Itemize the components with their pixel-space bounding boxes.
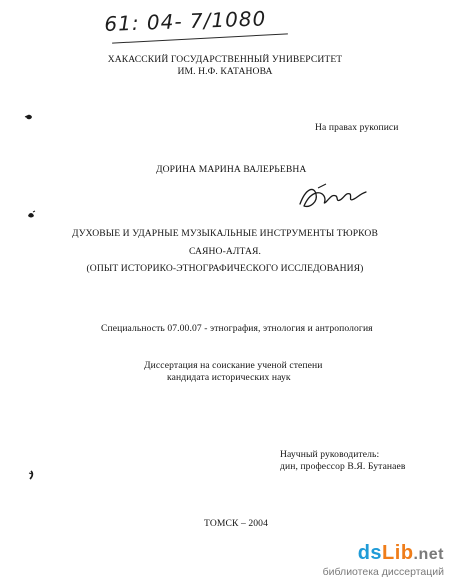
watermark-logo-part3: .net bbox=[413, 546, 444, 563]
scan-mark-icon bbox=[26, 470, 36, 480]
signature-icon bbox=[296, 182, 372, 212]
advisor-name: дин, профессор В.Я. Бутанаев bbox=[280, 461, 406, 472]
author-name: ДОРИНА МАРИНА ВАЛЕРЬЕВНА bbox=[156, 164, 307, 175]
scan-mark-icon bbox=[24, 112, 34, 122]
university-line-2: ИМ. Н.Ф. КАТАНОВА bbox=[177, 66, 273, 77]
city-year: ТОМСК – 2004 bbox=[204, 518, 268, 529]
watermark-logo bbox=[323, 543, 444, 565]
watermark-logo-part2: Lib bbox=[382, 542, 414, 564]
dissertation-line-1: Диссертация на соискание ученой степени bbox=[144, 360, 323, 371]
university-line-1: ХАКАССКИЙ ГОСУДАРСТВЕННЫЙ УНИВЕРСИТЕТ bbox=[107, 54, 343, 65]
manuscript-rights: На правах рукописи bbox=[315, 122, 399, 133]
specialty: Специальность 07.00.07 - этнография, этнология и антропология bbox=[101, 323, 373, 334]
scan-mark-icon bbox=[26, 210, 36, 220]
watermark-subtitle: библиотека диссертаций bbox=[322, 566, 444, 578]
archive-code-underline bbox=[112, 33, 288, 43]
advisor-label: Научный руководитель: bbox=[280, 449, 380, 460]
watermark-logo-part1: ds bbox=[357, 542, 383, 564]
title-line-2: САЯНО-АЛТАЯ. bbox=[188, 246, 262, 257]
watermark bbox=[323, 543, 444, 578]
archive-code: 61: 04- 7/1080 bbox=[104, 6, 267, 36]
title-line-3: (ОПЫТ ИСТОРИКО-ЭТНОГРАФИЧЕСКОГО ИССЛЕДОВАНИЯ) bbox=[86, 263, 364, 274]
title-line-1: ДУХОВЫЕ И УДАРНЫЕ МУЗЫКАЛЬНЫЕ ИНСТРУМЕНТЫ ТЮРКОВ bbox=[72, 228, 378, 239]
dissertation-line-2: кандидата исторических наук bbox=[167, 372, 291, 383]
